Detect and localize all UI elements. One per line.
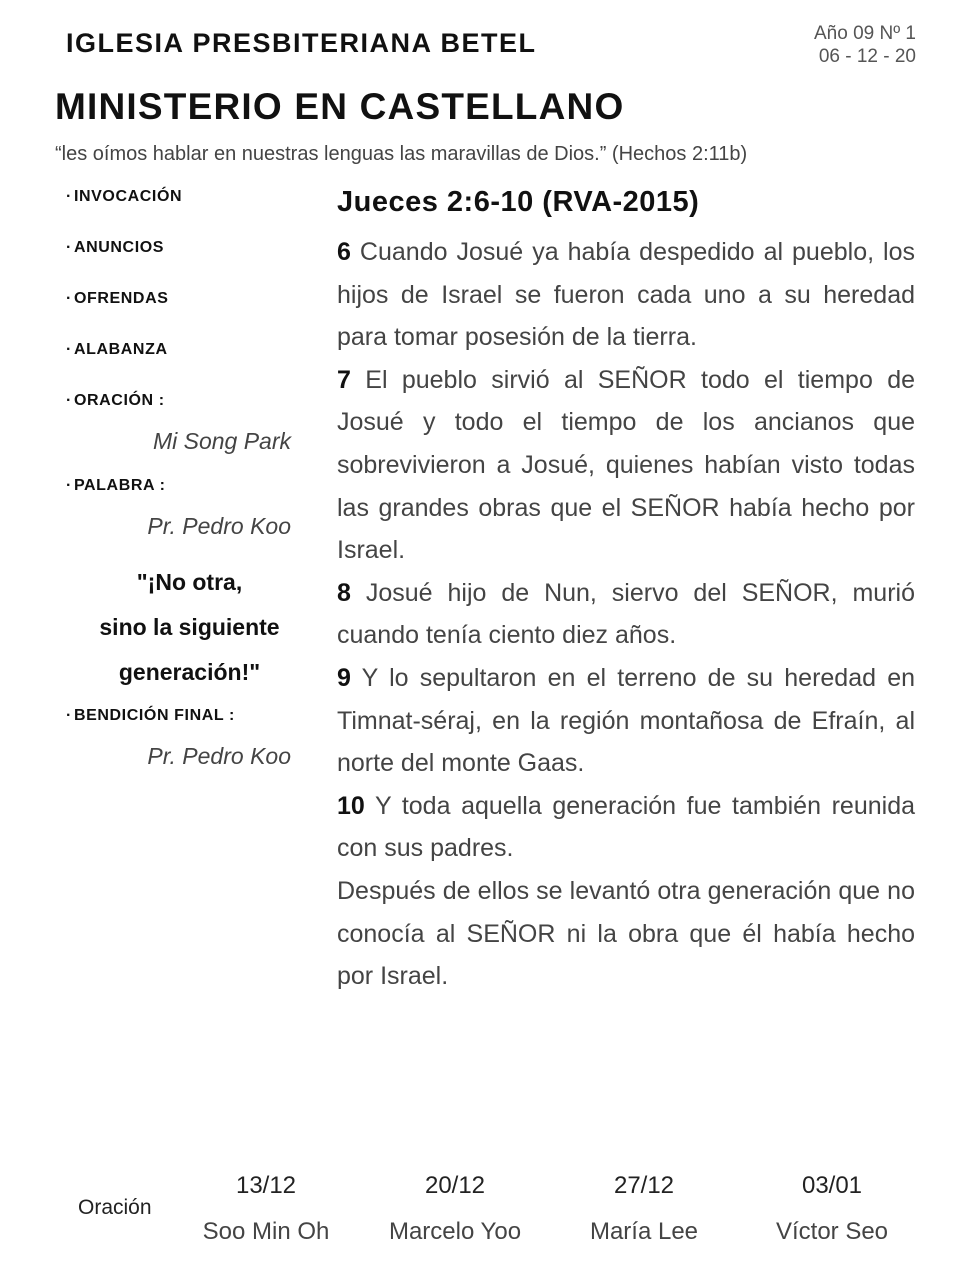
prayer-entry (554, 1172, 734, 1246)
issue-date: 06 - 12 - 20 (818, 46, 916, 67)
word-preacher: Pr. Pedro Koo (147, 513, 291, 539)
scripture-passage (337, 186, 915, 998)
order-item-offerings: · OFRENDAS (66, 290, 169, 307)
prayer-date: 27/12 (613, 1172, 675, 1199)
order-item-announcements: · ANUNCIOS (66, 239, 165, 256)
church-name: IGLESIA PRESBITERIANA BETEL (66, 28, 537, 58)
prayer-date: 20/12 (424, 1172, 486, 1199)
verse-10: 10 Y toda aquella generación fue también reunida con sus padres. (337, 791, 915, 863)
issue-info (814, 22, 916, 68)
verse-6: 6 Cuando Josué ya había despedido al pueblo, los hijos de Israel se fueron cada uno a su heredad para tomar posesión de la tierra. (337, 238, 916, 352)
sermon-title: "¡No otra, sino la siguiente generación!" (99, 569, 280, 685)
prayer-entry (742, 1172, 922, 1246)
prayer-entry (365, 1172, 545, 1246)
prayer-leader: Mi Song Park (152, 428, 291, 454)
order-item-blessing: · BENDICIÓN FINAL : (66, 707, 235, 724)
prayer-name: Marcelo Yoo (388, 1218, 522, 1245)
prayer-name: Víctor Seo (775, 1218, 889, 1245)
prayer-name: Soo Min Oh (202, 1218, 330, 1245)
prayer-name: María Lee (589, 1218, 699, 1245)
verse-9: 9 Y lo sepultaron en el terreno de su heredad en Timnat-séraj, en la región montañosa de Efraín, al norte del monte Gaas. (337, 663, 916, 778)
ministry-title: MINISTERIO EN CASTELLANO (55, 86, 625, 127)
order-item-invocation: · INVOCACIÓN (66, 188, 183, 205)
prayer-entry (176, 1172, 356, 1246)
scripture-reference: Jueces 2:6-10 (RVA-2015) (337, 186, 700, 218)
motto-quote: “les oímos hablar en nuestras lenguas las maravillas de Dios.” (Hechos 2:11b) (55, 143, 748, 165)
verse-8: 8 Josué hijo de Nun, siervo del SEÑOR, murió cuando tenía ciento diez años. (337, 578, 915, 650)
verse-7: 7 El pueblo sirvió al SEÑOR todo el tiempo de Josué y todo el tiempo de los ancianos que sobrevivieron a Josué, quienes habían visto todas las grandes obras que el SEÑOR había hecho por Israel. (337, 365, 916, 565)
verse-closing: Después de ellos se levantó otra generación que no conocía al SEÑOR ni la obra que él había hecho por Israel. (337, 876, 915, 991)
prayer-date: 03/01 (801, 1172, 863, 1199)
order-item-prayer: · ORACIÓN : (66, 392, 165, 409)
order-of-service (66, 188, 291, 792)
prayer-schedule-label: Oración (78, 1196, 152, 1219)
issue-number: Año 09 Nº 1 (813, 23, 916, 44)
order-item-praise: · ALABANZA (66, 341, 168, 358)
order-item-word: · PALABRA : (66, 477, 166, 494)
blessing-minister: Pr. Pedro Koo (147, 743, 291, 769)
prayer-date: 13/12 (235, 1172, 297, 1199)
